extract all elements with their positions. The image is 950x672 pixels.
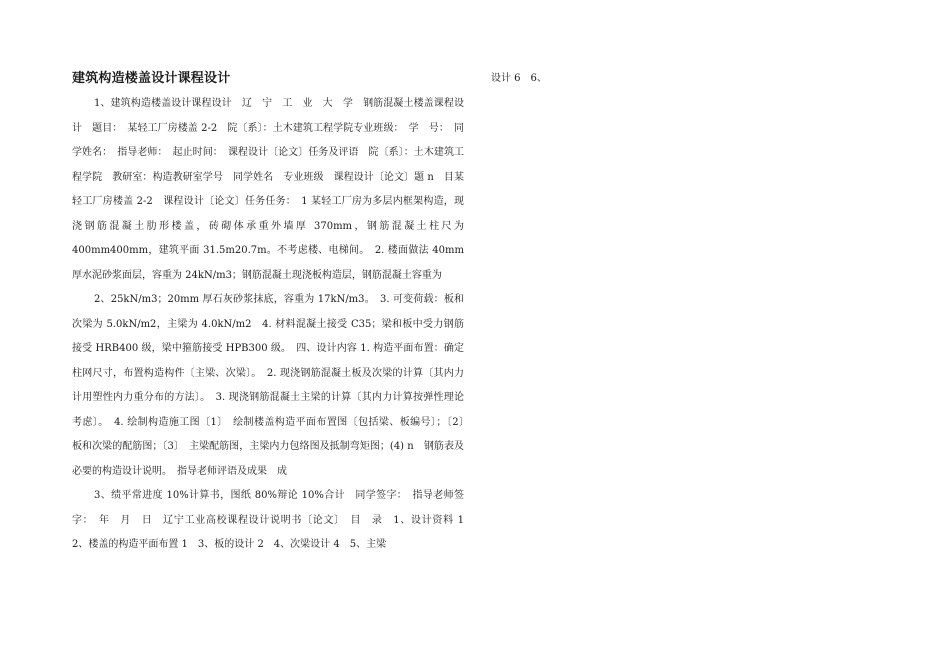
paragraph-1: 1、建筑构造楼盖设计课程设计 辽 宁 工 业 大 学 钢筋混凝土楼盖课程设计 题目： 某轻工厂房楼盖 2-2 院〔系〕：土木建筑工程学院专业班级： 学 号： 同学姓名： 指导老师： 起止时间： 课程设计〔论文〕任务及评语 院〔系〕：土木建筑工程学院 教研室：构造教研室学号 同学姓名 专业班级 课程设计〔论文〕题 n 目某轻工厂房楼盖 2-2 课程设计〔论文〕任务任务： 1 某轻工厂房为多层内框架构造，现浇钢筋混凝土肋形楼盖，砖砌体承重外墙厚 370mm，钢筋混凝土柱尺为 400mm400mm，建筑平面 31.5m20.7m。不考虑楼、电梯间。 2. 楼面做法 40mm 厚水泥砂浆面层，容重为 24kN/m3；钢筋混凝土现浇板构造层，钢筋混凝土容重为 [72,98,464,281]
side-note: 设计 6 6、 [491,73,547,84]
document-title: 建筑构造楼盖设计课程设计 [72,71,231,86]
paragraph-2: 2、25kN/m3；20mm 厚石灰砂浆抹底，容重为 17kN/m3。 3. 可变荷载：板和次梁为 5.0kN/m2，主梁为 4.0kN/m2 4. 材料混凝土接受 C35；梁和板中受力钢筋接受 HRB400 级，梁中箍筋接受 HPB300 级。 四、设计内容 1. 构造平面布置：确定柱网尺寸，布置构造构件〔主梁、次梁〕。 2. 现浇钢筋混凝土板及次梁的计算〔其内力计用塑性内力重分布的方法〕。 3. 现浇钢筋混凝土主梁的计算〔其内力计算按弹性理论考虑〕。 4. 绘制构造施工图〔1〕 绘制楼盖构造平面布置图〔包括梁、板编号〕；〔2〕 板和次梁的配筋图；〔3〕 主梁配筋图，主梁内力包络图及抵制弯矩图；(4) n 钢筋表及必要的构造设计说明。 指导老师评语及成果 成 [72,294,474,477]
body-text [72,92,474,558]
paragraph-3: 3、绩平常进度 10%计算书，图纸 80%辩论 10%合计 同学签字： 指导老师签字： 年 月 日 辽宁工业高校课程设计说明书〔论文〕 目 录 1、设计资料 1 2、楼盖的构造平面布置 1 3、板的设计 2 4、次梁设计 4 5、主梁 [72,490,474,550]
